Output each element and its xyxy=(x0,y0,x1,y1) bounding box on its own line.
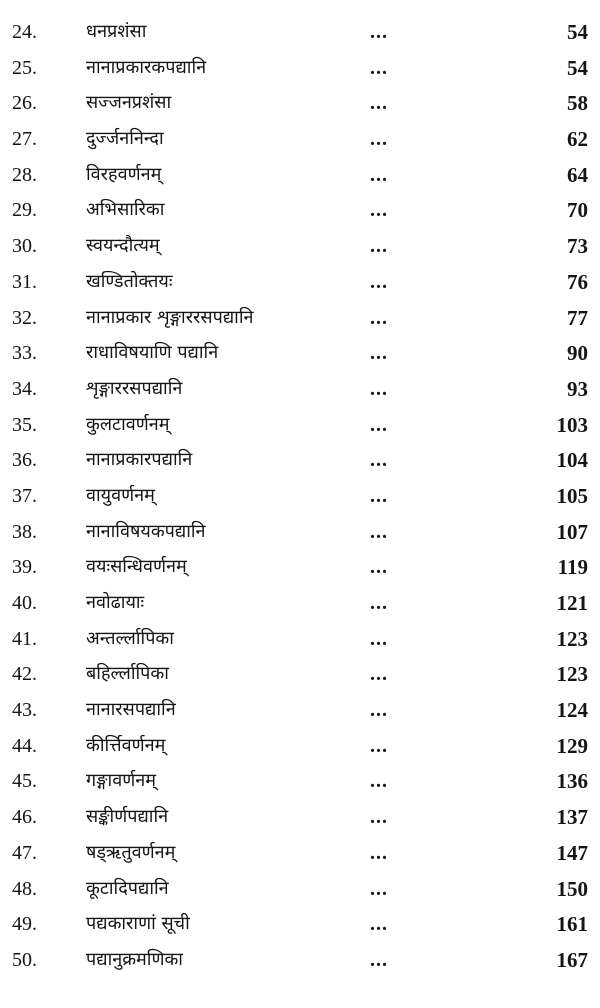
entry-number: 49. xyxy=(12,913,37,936)
leader-dots: ... xyxy=(370,449,388,472)
entry-page-number: 137 xyxy=(556,805,588,830)
toc-entry xyxy=(0,192,600,228)
toc-entry xyxy=(0,371,600,407)
entry-number: 34. xyxy=(12,377,37,400)
entry-title: कुलटावर्णनम् xyxy=(86,413,170,435)
entry-title: पद्यकाराणां सूची xyxy=(86,913,190,935)
leader-dots: ... xyxy=(370,556,388,579)
entry-page-number: 54 xyxy=(567,55,588,80)
entry-title: खण्डितोक्तयः xyxy=(86,270,173,292)
leader-dots: ... xyxy=(370,413,388,436)
toc-entry xyxy=(0,942,600,978)
entry-number: 29. xyxy=(12,199,37,222)
leader-dots: ... xyxy=(370,592,388,614)
entry-number: 31. xyxy=(12,270,37,293)
entry-page-number: 54 xyxy=(567,20,588,44)
toc-entry xyxy=(0,300,600,336)
entry-page-number: 107 xyxy=(556,519,588,544)
toc-entry xyxy=(0,407,600,443)
entry-number: 39. xyxy=(12,556,37,579)
entry-title: शृङ्गाररसपद्यानि xyxy=(86,377,183,399)
entry-number: 35. xyxy=(12,413,37,436)
toc-entry xyxy=(0,14,600,50)
entry-title: अन्तर्ल्लापिका xyxy=(86,627,174,649)
leader-dots: ... xyxy=(370,699,388,722)
entry-number: 26. xyxy=(12,92,37,115)
entry-page-number: 77 xyxy=(567,305,588,330)
entry-title: बहिर्ल्लापिका xyxy=(86,663,169,685)
entry-number: 45. xyxy=(12,770,37,793)
entry-page-number: 123 xyxy=(556,662,588,687)
entry-page-number: 73 xyxy=(567,234,588,259)
leader-dots: ... xyxy=(370,877,388,900)
toc-entry xyxy=(0,621,600,657)
entry-title: वायुवर्णनम् xyxy=(86,484,155,506)
entry-number: 46. xyxy=(12,806,37,829)
leader-dots: ... xyxy=(370,306,388,329)
leader-dots: ... xyxy=(370,770,388,793)
leader-dots: ... xyxy=(370,913,388,936)
entry-page-number: 104 xyxy=(556,448,588,473)
entry-number: 44. xyxy=(12,734,37,757)
entry-number: 24. xyxy=(12,21,37,43)
leader-dots: ... xyxy=(370,663,388,686)
entry-title: पद्यानुक्रमणिका xyxy=(86,948,183,970)
toc-entry xyxy=(0,478,600,514)
entry-number: 38. xyxy=(12,520,37,543)
entry-title: राधाविषयाणि पद्यानि xyxy=(86,342,219,364)
leader-dots: ... xyxy=(370,235,388,258)
leader-dots: ... xyxy=(370,841,388,864)
toc-entry xyxy=(0,335,600,371)
entry-page-number: 70 xyxy=(567,198,588,223)
entry-page-number: 124 xyxy=(556,698,588,723)
toc-entry xyxy=(0,549,600,585)
entry-title: अभिसारिका xyxy=(86,199,165,221)
entry-title: नानाप्रकारकपद्यानि xyxy=(86,56,207,78)
entry-number: 37. xyxy=(12,484,37,507)
toc-entry xyxy=(0,835,600,871)
entry-number: 33. xyxy=(12,342,37,365)
toc-entry xyxy=(0,728,600,764)
entry-number: 28. xyxy=(12,163,37,186)
entry-title: नानाप्रकार शृङ्गाररसपद्यानि xyxy=(86,306,254,328)
entry-page-number: 150 xyxy=(556,876,588,901)
toc-entry xyxy=(0,157,600,193)
entry-page-number: 62 xyxy=(567,127,588,152)
entry-page-number: 167 xyxy=(556,947,588,972)
entry-page-number: 123 xyxy=(556,626,588,651)
entry-title: विरहवर्णनम् xyxy=(86,163,162,185)
toc-entry xyxy=(0,50,600,86)
entry-title: गङ्गावर्णनम् xyxy=(86,770,156,792)
entry-number: 36. xyxy=(12,449,37,472)
toc-entry xyxy=(0,585,600,621)
toc-entry xyxy=(0,763,600,799)
entry-page-number: 103 xyxy=(556,412,588,437)
toc-entry xyxy=(0,442,600,478)
leader-dots: ... xyxy=(370,199,388,222)
entry-page-number: 119 xyxy=(557,555,588,580)
entry-title: नवोढायाः xyxy=(86,592,145,613)
toc-entry xyxy=(0,871,600,907)
entry-title: नानाप्रकारपद्यानि xyxy=(86,449,193,471)
leader-dots: ... xyxy=(370,377,388,400)
entry-number: 40. xyxy=(12,592,37,614)
entry-title: सज्जनप्रशंसा xyxy=(86,92,172,114)
entry-title: नानारसपद्यानि xyxy=(86,699,176,721)
toc-entry xyxy=(0,264,600,300)
entry-title: स्वयन्दौत्यम् xyxy=(86,235,160,257)
entry-title: कूटादिपद्यानि xyxy=(86,877,169,899)
entry-page-number: 121 xyxy=(556,591,588,615)
leader-dots: ... xyxy=(370,128,388,151)
table-of-contents xyxy=(0,14,600,978)
toc-entry xyxy=(0,799,600,835)
entry-number: 41. xyxy=(12,627,37,650)
entry-number: 30. xyxy=(12,235,37,258)
entry-title: नानाविषयकपद्यानि xyxy=(86,520,206,542)
toc-entry xyxy=(0,692,600,728)
entry-page-number: 161 xyxy=(556,912,588,937)
toc-entry xyxy=(0,121,600,157)
entry-title: धनप्रशंसा xyxy=(86,21,147,42)
leader-dots: ... xyxy=(370,163,388,186)
entry-title: कीर्त्तिवर्णनम् xyxy=(86,734,166,756)
leader-dots: ... xyxy=(370,520,388,543)
entry-page-number: 136 xyxy=(556,769,588,794)
leader-dots: ... xyxy=(370,270,388,293)
entry-number: 27. xyxy=(12,128,37,151)
entry-page-number: 93 xyxy=(567,376,588,401)
leader-dots: ... xyxy=(370,21,388,43)
entry-title: दुर्ज्जननिन्दा xyxy=(86,128,164,150)
leader-dots: ... xyxy=(370,484,388,507)
leader-dots: ... xyxy=(370,734,388,757)
entry-number: 50. xyxy=(12,948,37,971)
leader-dots: ... xyxy=(370,806,388,829)
toc-entry xyxy=(0,85,600,121)
entry-number: 47. xyxy=(12,841,37,864)
entry-number: 32. xyxy=(12,306,37,329)
entry-number: 48. xyxy=(12,877,37,900)
entry-page-number: 147 xyxy=(556,840,588,865)
toc-entry xyxy=(0,906,600,942)
entry-title: वयःसन्धिवर्णनम् xyxy=(86,556,187,578)
leader-dots: ... xyxy=(370,948,388,971)
entry-number: 43. xyxy=(12,699,37,722)
entry-page-number: 64 xyxy=(567,162,588,187)
entry-number: 42. xyxy=(12,663,37,686)
entry-title: षड्ऋतुवर्णनम् xyxy=(86,841,176,863)
toc-entry xyxy=(0,514,600,550)
entry-page-number: 129 xyxy=(556,733,588,758)
toc-entry xyxy=(0,656,600,692)
leader-dots: ... xyxy=(370,92,388,115)
entry-title: सङ्कीर्णपद्यानि xyxy=(86,806,169,828)
entry-page-number: 105 xyxy=(556,483,588,508)
leader-dots: ... xyxy=(370,342,388,365)
entry-page-number: 58 xyxy=(567,91,588,116)
toc-entry xyxy=(0,228,600,264)
entry-page-number: 76 xyxy=(567,269,588,294)
leader-dots: ... xyxy=(370,627,388,650)
leader-dots: ... xyxy=(370,56,388,79)
entry-number: 25. xyxy=(12,56,37,79)
entry-page-number: 90 xyxy=(567,341,588,366)
